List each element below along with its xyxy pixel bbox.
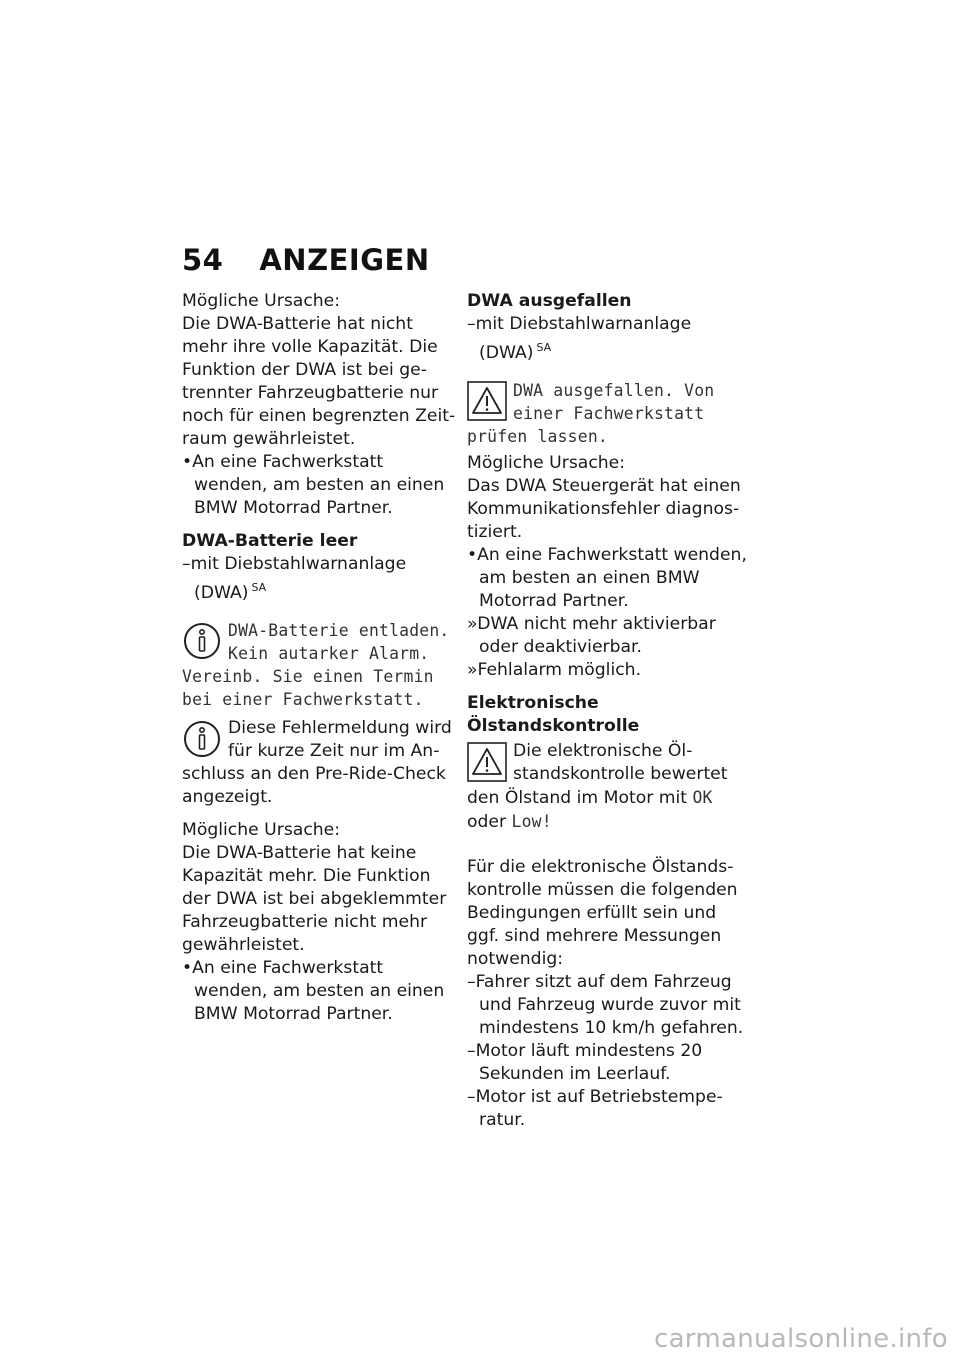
watermark: carmanualsonline.info xyxy=(653,1324,948,1354)
condition-item xyxy=(182,553,457,605)
result-arrow-icon: » xyxy=(467,660,478,680)
result-text: DWA nicht mehr aktivierbar oder deaktivierbar. xyxy=(477,614,716,657)
warning-triangle-icon xyxy=(467,742,507,782)
condition-text: Motor läuft mindestens 20 Sekunden im Leerlauf. xyxy=(475,1041,703,1084)
page-header xyxy=(182,243,430,277)
condition-text: mit Diebstahlwarnanlage (DWA) xyxy=(190,554,407,603)
list-item xyxy=(182,451,457,520)
bullet-icon: • xyxy=(182,958,193,978)
oil-status-ok: OK xyxy=(692,788,713,807)
oil-status-low: Low! xyxy=(511,812,552,831)
list-item xyxy=(467,544,747,613)
result-text: Fehlalarm möglich. xyxy=(477,660,642,680)
oil-check-text xyxy=(467,740,747,834)
oil-check-intro: Die elektronische Ölstandskontrolle bewertet den Ölstand im Motor mit xyxy=(467,741,728,808)
right-column xyxy=(467,290,747,1132)
page-title: ANZEIGEN xyxy=(259,243,430,277)
condition-item xyxy=(467,1086,747,1132)
warning-note xyxy=(182,619,457,711)
display-message: DWA-Batterie entladen. Kein autarker Alarm. Vereinb. Sie einen Termin bei einer Fachwerkstatt. xyxy=(182,621,450,709)
section-heading-oil-line2: Ölstandskontrolle xyxy=(467,716,640,736)
cause-label: Mögliche Ursache: xyxy=(182,820,341,840)
condition-text: mit Diebstahlwarnanlage (DWA) xyxy=(475,314,692,363)
warning-note xyxy=(467,740,747,834)
cause-label: Mögliche Ursache: xyxy=(182,291,341,311)
dash-icon: – xyxy=(467,1041,476,1061)
info-icon xyxy=(182,719,222,759)
info-note xyxy=(182,717,457,809)
cause-text: Die DWA-Batterie hat keine Kapazität mehr. Die Funktion der DWA ist bei abgeklemmter Fahrzeugbatterie nicht mehr gewährleistet. xyxy=(182,843,447,955)
section-heading-oil-line1: Elektronische xyxy=(467,693,599,713)
list-item-text: An eine Fachwerkstatt wenden, am besten an einen BMW Motorrad Partner. xyxy=(192,958,445,1024)
list-item-text: An eine Fachwerkstatt wenden, am besten an einen BMW Motorrad Partner. xyxy=(192,452,445,518)
cause-text: Die DWA-Batterie hat nicht mehr ihre volle Kapazität. Die Funktion der DWA ist bei getrennter Fahrzeugbatterie nur noch für einen begrenzten Zeitraum gewährleistet. xyxy=(182,314,456,449)
dash-icon: – xyxy=(467,1087,476,1107)
condition-item xyxy=(467,313,747,365)
info-icon xyxy=(182,621,222,661)
result-arrow-icon: » xyxy=(467,614,478,634)
list-item-text: An eine Fachwerkstatt wenden, am besten an einen BMW Motorrad Partner. xyxy=(477,545,747,611)
warning-triangle-icon xyxy=(467,381,507,421)
info-text: Diese Fehlermeldung wird für kurze Zeit nur im Anschluss an den Pre-Ride-Check angezeigt. xyxy=(182,718,452,807)
optional-equipment-mark: SA xyxy=(251,581,267,594)
list-item xyxy=(182,957,457,1026)
section-heading-dwa-failed: DWA ausgefallen xyxy=(467,291,632,311)
page-number: 54 xyxy=(182,243,224,277)
dash-icon: – xyxy=(467,972,476,992)
conditions-intro: Für die elektronische Ölstandskontrolle müssen die folgenden Bedingungen erfüllt sein und ggf. sind mehrere Messungen notwendig: xyxy=(467,857,738,969)
result-item xyxy=(467,613,747,659)
section-heading-battery-empty: DWA-Batterie leer xyxy=(182,531,358,551)
condition-item xyxy=(467,971,747,1040)
bullet-icon: • xyxy=(182,452,193,472)
optional-equipment-mark: SA xyxy=(536,341,552,354)
left-column xyxy=(182,290,457,1026)
result-item xyxy=(467,659,747,682)
dash-icon: – xyxy=(467,314,476,334)
condition-text: Fahrer sitzt auf dem Fahrzeug und Fahrzeug wurde zuvor mit mindestens 10 km/h gefahren. xyxy=(475,972,744,1038)
dash-icon: – xyxy=(182,554,191,574)
condition-item xyxy=(467,1040,747,1086)
oil-check-or: oder xyxy=(467,812,512,832)
condition-text: Motor ist auf Betriebstemperatur. xyxy=(475,1087,723,1130)
warning-note xyxy=(467,379,747,448)
cause-label: Mögliche Ursache: xyxy=(467,453,626,473)
bullet-icon: • xyxy=(467,545,478,565)
display-message: DWA ausgefallen. Von einer Fachwerkstatt prüfen lassen. xyxy=(467,381,715,446)
cause-text: Das DWA Steuergerät hat einen Kommunikationsfehler diagnostiziert. xyxy=(467,476,741,542)
